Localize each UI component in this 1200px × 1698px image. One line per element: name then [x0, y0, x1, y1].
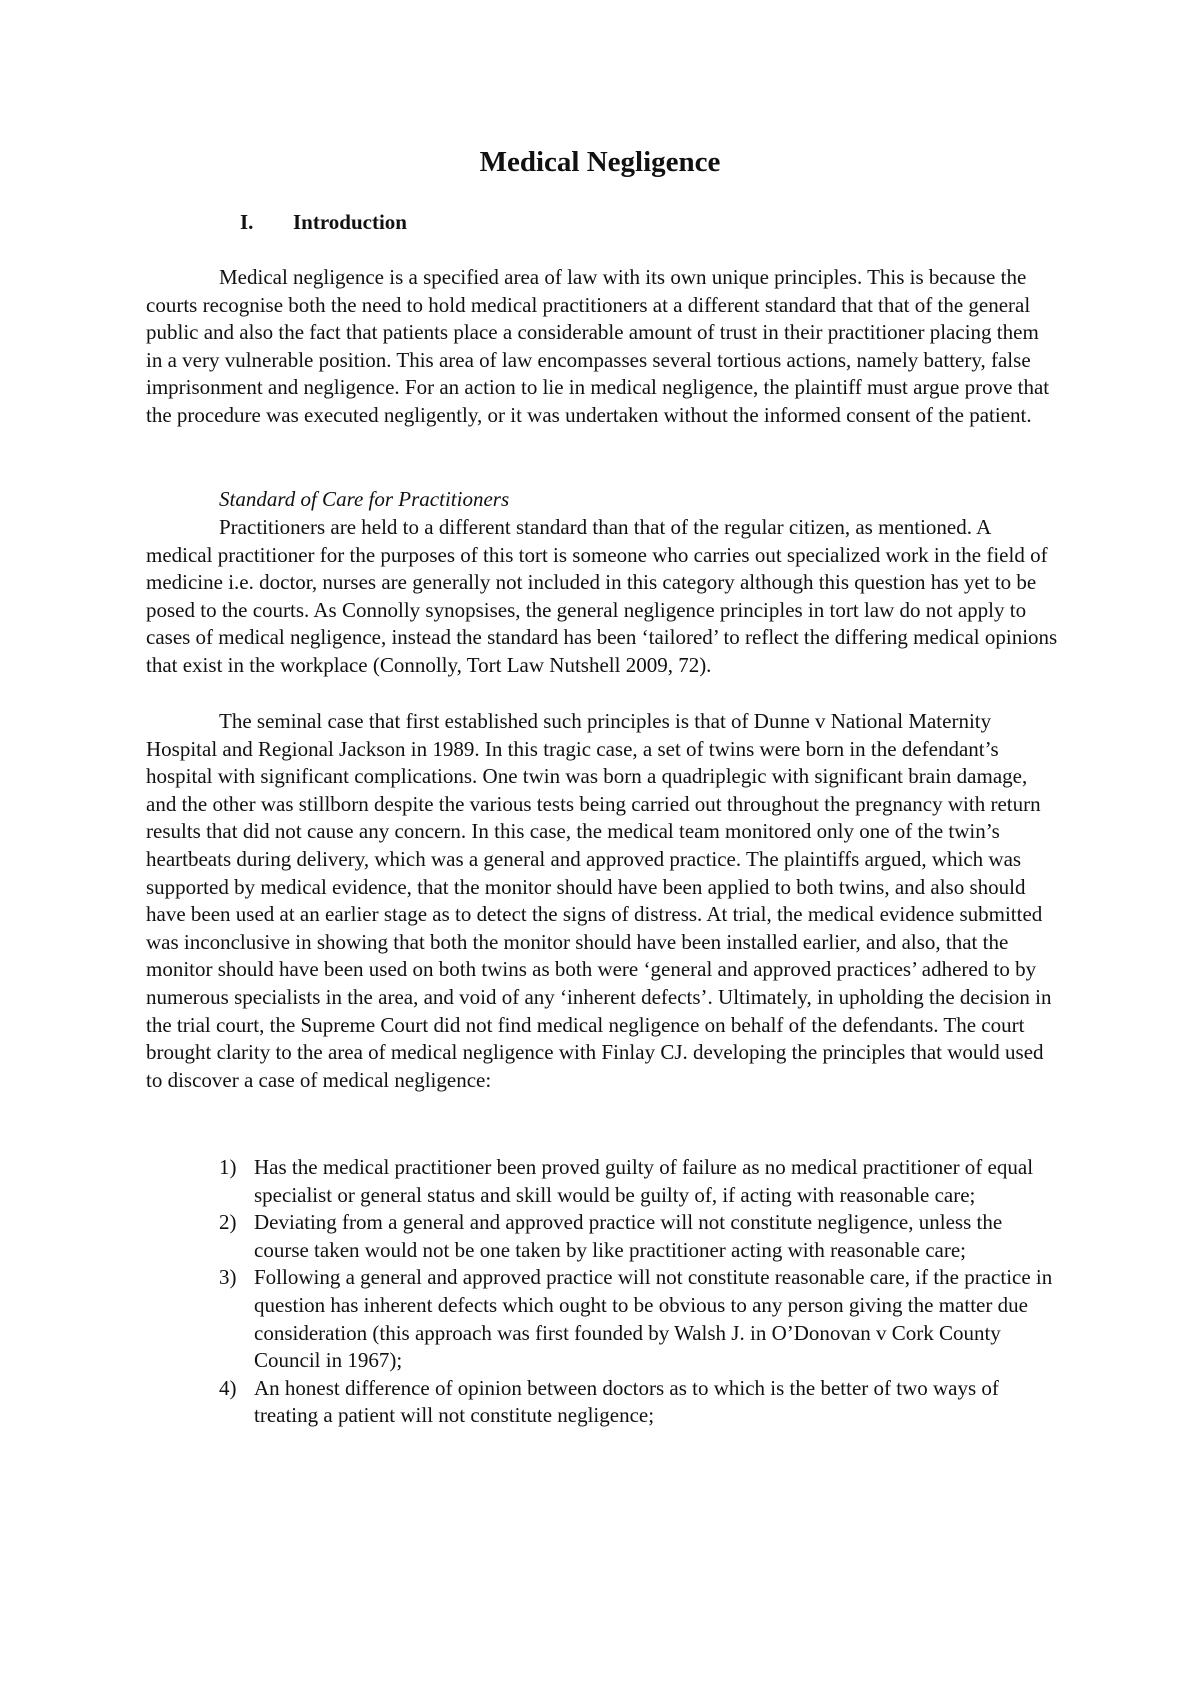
document-title: Medical Negligence: [479, 146, 721, 178]
list-item: [146, 1154, 1058, 1209]
dunne-case-paragraph: The seminal case that first established such principles is that of Dunne v National Maternity Hospital and Regional Jackson in 1989. In this tragic case, a set of twins were born in the defendant’s hospital with significant complications. One twin was born a quadriplegic with significant brain damage, and the other was stillborn despite the various tests being carried out throughout the pregnancy with return results that did not cause any concern. In this case, the medical team monitored only one of the twin’s heartbeats during delivery, which was a general and approved practice. The plaintiffs argued, which was supported by medical evidence, that the monitor should have been applied to both twins, and also should have been used at an earlier stage as to detect the signs of distress. At trial, the medical evidence submitted was inconclusive in showing that both the monitor should have been installed earlier, and also, that the monitor should have been used on both twins as both were ‘general and approved practices’ adhered to by numerous specialists in the area, and void of any ‘inherent defects’. Ultimately, in upholding the decision in the trial court, the Supreme Court did not find medical negligence on behalf of the defendants. The court brought clarity to the area of medical negligence with Finlay CJ. developing the principles that would used to discover a case of medical negligence:: [146, 709, 1052, 1092]
list-item-marker: 4): [219, 1375, 237, 1400]
section-title: Introduction: [293, 210, 407, 234]
intro-paragraph: Medical negligence is a specified area of law with its own unique principles. This is because the courts recognise both the need to hold medical practitioners at a different standard that that of the general public and also the fact that patients place a considerable amount of trust in their practitioner placing them in a very vulnerable position. This area of law encompasses several tortious actions, namely battery, false imprisonment and negligence. For an action to lie in medical negligence, the plaintiff must argue prove that the procedure was executed negligently, or it was undertaken without the informed consent of the patient.: [146, 265, 1050, 427]
list-item-text: Has the medical practitioner been proved guilty of failure as no medical practitioner of equal specialist or general status and skill would be guilty of, if acting with reasonable care;: [254, 1155, 1034, 1207]
list-item: [146, 1264, 1058, 1374]
section-heading: [240, 208, 407, 236]
principles-list: [146, 1154, 1058, 1430]
standard-of-care-subheading: Standard of Care for Practitioners: [219, 487, 510, 511]
list-item-text: Deviating from a general and approved practice will not constitute negligence, unless the course taken would not be one taken by like practitioner acting with reasonable care;: [254, 1210, 1003, 1262]
list-item-marker: 2): [219, 1210, 237, 1235]
list-item-text: Following a general and approved practice will not constitute reasonable care, if the practice in question has inherent defects which ought to be obvious to any person giving the matter due consideration (this approach was first founded by Walsh J. in O’Donovan v Cork County Council in 1967);: [254, 1265, 1053, 1373]
list-item-text: An honest difference of opinion between doctors as to which is the better of two ways of treating a patient will not constitute negligence;: [254, 1375, 999, 1428]
section-number: I.: [240, 210, 254, 234]
list-item: [146, 1375, 1058, 1430]
list-item-marker: 1): [219, 1155, 237, 1179]
list-item: [146, 1209, 1058, 1264]
standard-paragraph: Practitioners are held to a different standard than that of the regular citizen, as mentioned. A medical practitioner for the purposes of this tort is someone who carries out specialized work in the field of medicine i.e. doctor, nurses are generally not included in this category although this question has yet to be posed to the courts. As Connolly synopsises, the general negligence principles in tort law do not apply to cases of medical negligence, instead the standard has been ‘tailored’ to reflect the differing medical opinions that exist in the workplace (Connolly, Tort Law Nutshell 2009, 72).: [146, 515, 1058, 677]
list-item-marker: 3): [219, 1265, 237, 1290]
